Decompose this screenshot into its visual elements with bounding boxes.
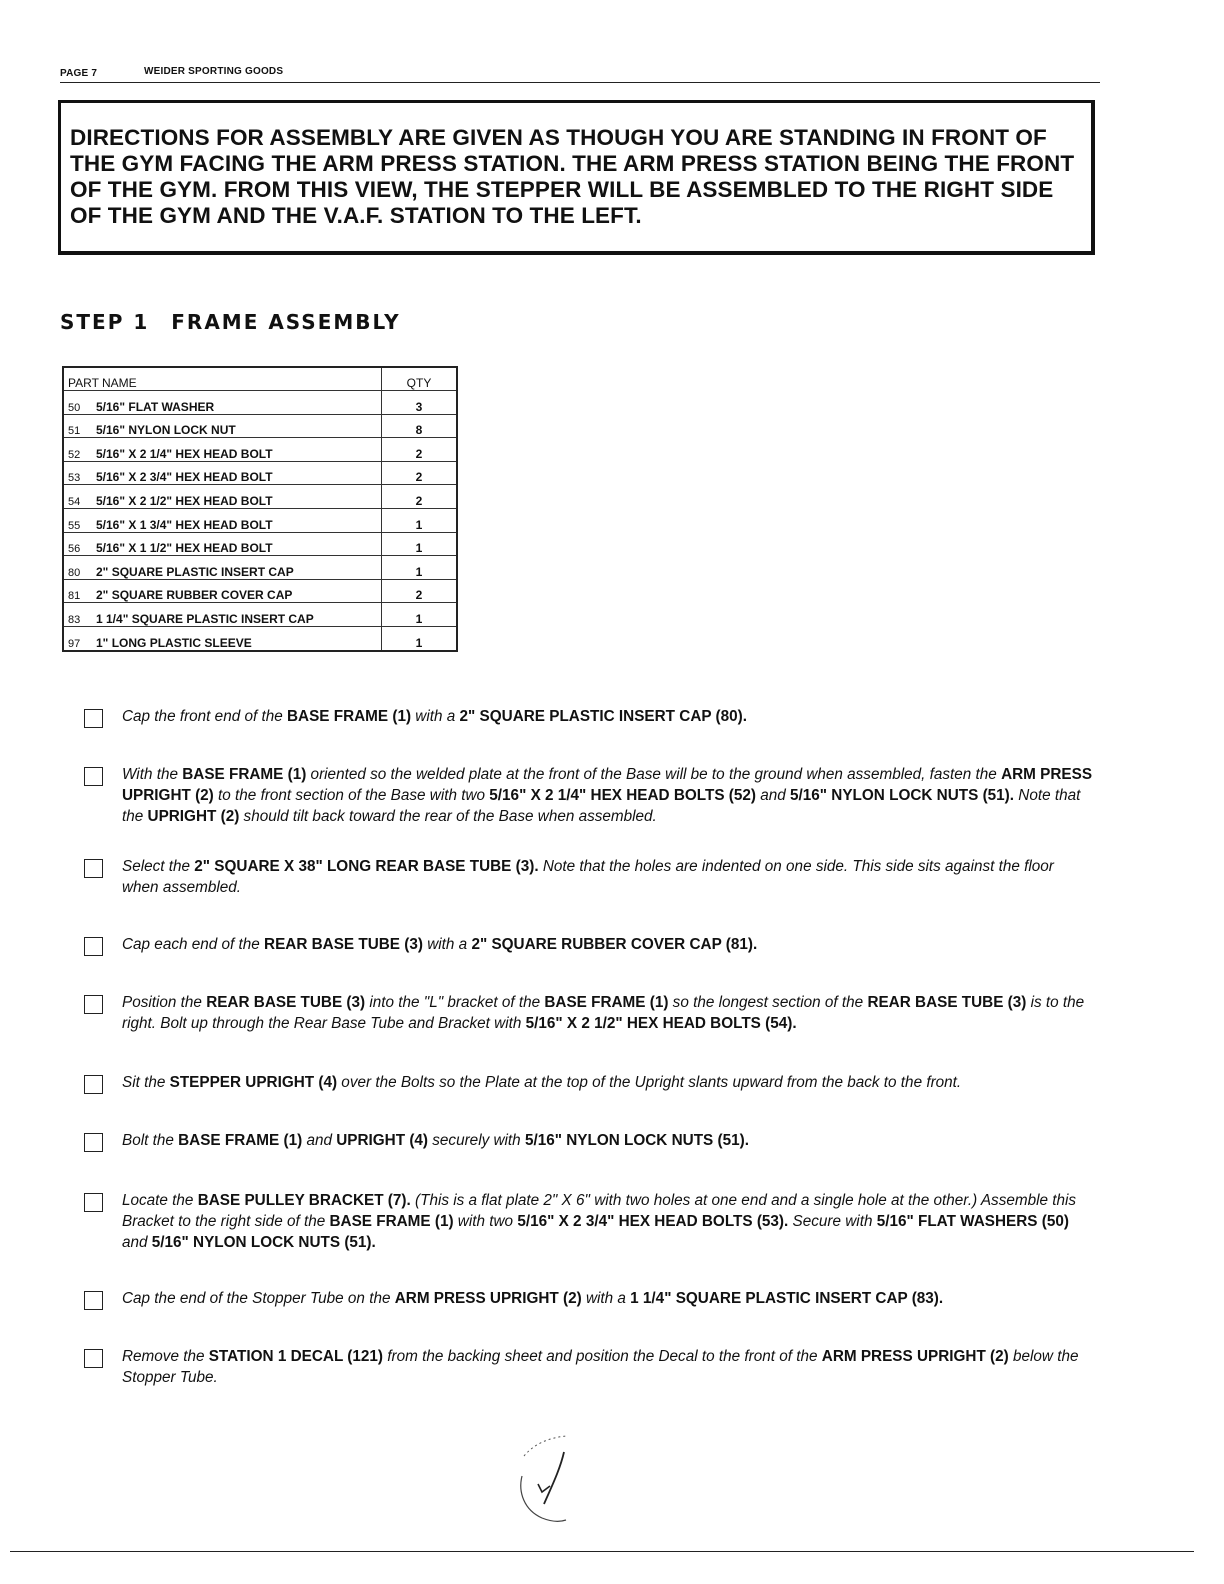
part-name: 5/16" FLAT WASHER xyxy=(96,399,215,414)
part-qty: 1 xyxy=(382,603,458,627)
instruction-checkbox[interactable] xyxy=(84,1193,103,1212)
instruction-phrase: Remove the xyxy=(122,1348,209,1365)
instruction-phrase: over the Bolts so the Plate at the top of the Upright slants upward from the back to the front. xyxy=(337,1074,962,1091)
instruction-text xyxy=(122,934,1094,955)
part-reference: STATION 1 DECAL (121) xyxy=(208,1348,383,1365)
part-name: 5/16" NYLON LOCK NUT xyxy=(96,423,236,438)
part-reference: 5/16" FLAT WASHERS (50) xyxy=(876,1213,1069,1230)
parts-table-header xyxy=(63,367,457,391)
instruction-phrase: Cap each end of the xyxy=(122,936,265,953)
part-qty: 3 xyxy=(382,391,458,415)
part-number: 97 xyxy=(68,637,81,650)
instruction-phrase: and xyxy=(302,1132,337,1149)
parts-table xyxy=(62,366,458,652)
part-name: 5/16" X 2 1/4" HEX HEAD BOLT xyxy=(96,446,273,461)
instruction-phrase: is to the right. Bolt up through the Rear Base Tube and Bracket with xyxy=(122,994,1085,1032)
instruction-phrase: below the Stopper Tube. xyxy=(122,1348,1079,1386)
part-name-cell xyxy=(63,391,382,415)
instruction-checkbox[interactable] xyxy=(84,1291,103,1310)
instruction-checkbox[interactable] xyxy=(84,1075,103,1094)
instruction-phrase: with a xyxy=(411,708,460,725)
parts-row xyxy=(63,391,457,415)
instruction-phrase: and xyxy=(756,787,791,804)
part-reference: 5/16" NYLON LOCK NUTS (51). xyxy=(524,1132,749,1149)
part-reference: ARM PRESS UPRIGHT (2) xyxy=(821,1348,1009,1365)
step-label: STEP 1 xyxy=(60,310,150,334)
part-name-cell xyxy=(63,461,382,485)
part-reference: 2" SQUARE RUBBER COVER CAP (81). xyxy=(471,936,758,953)
part-reference: BASE FRAME (1) xyxy=(286,708,412,725)
part-reference: 2" SQUARE X 38" LONG REAR BASE TUBE (3). xyxy=(194,858,539,875)
part-reference: BASE FRAME (1) xyxy=(178,1132,303,1149)
instruction-phrase: securely with xyxy=(428,1132,525,1149)
instruction-phrase: Position the xyxy=(122,994,207,1011)
instruction-phrase: with a xyxy=(581,1290,631,1307)
part-reference: 5/16" X 2 3/4" HEX HEAD BOLTS (53). xyxy=(517,1213,789,1230)
instruction-phrase: With the xyxy=(122,766,183,783)
instruction-phrase: Cap the end of the Stopper Tube on the xyxy=(122,1290,395,1307)
parts-row xyxy=(63,603,457,627)
instruction-checkbox[interactable] xyxy=(84,1349,103,1368)
part-number: 50 xyxy=(68,401,81,414)
part-name-cell xyxy=(63,626,382,650)
instruction-text xyxy=(122,1072,1094,1093)
part-reference: BASE FRAME (1) xyxy=(544,994,669,1011)
instruction-phrase: Bolt the xyxy=(122,1132,179,1149)
instruction-text xyxy=(122,764,1094,827)
part-name: 5/16" X 1 3/4" HEX HEAD BOLT xyxy=(96,517,273,532)
parts-row xyxy=(63,414,457,438)
instruction-text xyxy=(122,1190,1094,1253)
instruction-checkbox[interactable] xyxy=(84,859,103,878)
part-name-cell xyxy=(63,414,382,438)
instruction-phrase: and xyxy=(122,1234,152,1251)
part-reference: 5/16" X 2 1/2" HEX HEAD BOLTS (54). xyxy=(525,1015,797,1032)
instruction-checkbox[interactable] xyxy=(84,767,103,786)
instruction-phrase: from the backing sheet and position the Decal to the front of the xyxy=(382,1348,822,1365)
part-qty: 1 xyxy=(382,508,458,532)
part-reference: 5/16" X 2 1/4" HEX HEAD BOLTS (52) xyxy=(489,787,756,804)
instruction-text xyxy=(122,706,1094,727)
instruction-text xyxy=(122,1346,1094,1388)
instruction-phrase: Note that the holes are indented on one side. This side sits against the floor when assembled. xyxy=(122,858,1054,896)
instruction-text xyxy=(122,1130,1094,1151)
part-reference: 5/16" NYLON LOCK NUTS (51). xyxy=(790,787,1015,804)
part-reference: 1 1/4" SQUARE PLASTIC INSERT CAP (83). xyxy=(630,1290,944,1307)
part-reference: REAR BASE TUBE (3) xyxy=(206,994,366,1011)
part-number: 81 xyxy=(68,590,81,603)
instruction-phrase: should tilt back toward the rear of the Base when assembled. xyxy=(239,808,657,825)
part-qty: 1 xyxy=(382,556,458,580)
assembly-notice-text: DIRECTIONS FOR ASSEMBLY ARE GIVEN AS THOUGH YOU ARE STANDING IN FRONT OF THE GYM FACING THE ARM PRESS STATION. THE ARM PRESS STATION BEING THE FRONT OF THE GYM. FROM THIS VIEW, THE STEPPER WILL BE ASSEMBLED TO THE RIGHT SIDE OF THE GYM AND THE V.A.F. STATION TO THE LEFT. xyxy=(70,125,1075,228)
parts-row xyxy=(63,485,457,509)
step-title: FRAME ASSEMBLY xyxy=(171,310,401,334)
part-name: 1" LONG PLASTIC SLEEVE xyxy=(96,635,252,650)
instruction-phrase: so the longest section of the xyxy=(668,994,868,1011)
part-qty: 1 xyxy=(382,532,458,556)
footer-rule xyxy=(10,1551,1194,1552)
part-number: 52 xyxy=(68,448,81,461)
part-qty: 2 xyxy=(382,461,458,485)
part-reference: UPRIGHT (2) xyxy=(147,808,240,825)
part-name-cell xyxy=(63,485,382,509)
part-name-cell xyxy=(63,438,382,462)
parts-row xyxy=(63,438,457,462)
part-name-cell xyxy=(63,556,382,580)
part-number: 80 xyxy=(68,566,81,579)
part-qty: 1 xyxy=(382,626,458,650)
instruction-phrase: Secure with xyxy=(788,1213,877,1230)
part-qty: 2 xyxy=(382,485,458,509)
handwritten-mark xyxy=(512,1418,602,1528)
page-header xyxy=(60,66,1100,83)
instruction-checkbox[interactable] xyxy=(84,937,103,956)
part-reference: ARM PRESS UPRIGHT (2) xyxy=(394,1290,582,1307)
part-reference: UPRIGHT (4) xyxy=(336,1132,429,1149)
part-name-cell xyxy=(63,508,382,532)
part-number: 54 xyxy=(68,495,81,508)
parts-row xyxy=(63,579,457,603)
part-reference: BASE FRAME (1) xyxy=(182,766,307,783)
part-number: 51 xyxy=(68,425,81,438)
assembly-notice-box xyxy=(58,100,1095,255)
part-reference: 2" SQUARE PLASTIC INSERT CAP (80). xyxy=(459,708,747,725)
part-name-header: PART NAME xyxy=(63,367,382,391)
instruction-text xyxy=(122,856,1094,898)
part-reference: ARM PRESS UPRIGHT (2) xyxy=(122,766,1093,804)
part-name: 5/16" X 2 1/2" HEX HEAD BOLT xyxy=(96,493,273,508)
instruction-phrase: with two xyxy=(453,1213,518,1230)
part-name: 2" SQUARE PLASTIC INSERT CAP xyxy=(96,564,294,579)
part-qty: 8 xyxy=(382,414,458,438)
parts-row xyxy=(63,508,457,532)
instruction-phrase: Select the xyxy=(122,858,195,875)
parts-row xyxy=(63,556,457,580)
part-name: 5/16" X 2 3/4" HEX HEAD BOLT xyxy=(96,470,273,485)
part-name: 5/16" X 1 1/2" HEX HEAD BOLT xyxy=(96,541,273,556)
instruction-phrase: Note that the xyxy=(122,787,1081,825)
part-qty: 2 xyxy=(382,579,458,603)
parts-row xyxy=(63,461,457,485)
part-name: 1 1/4" SQUARE PLASTIC INSERT CAP xyxy=(96,611,314,626)
instruction-phrase: Sit the xyxy=(122,1074,170,1091)
step-heading xyxy=(60,310,401,334)
part-name-cell xyxy=(63,603,382,627)
part-number: 56 xyxy=(68,543,81,556)
part-number: 83 xyxy=(68,613,81,626)
part-reference: REAR BASE TUBE (3) xyxy=(264,936,423,953)
part-reference: 5/16" NYLON LOCK NUTS (51). xyxy=(151,1234,376,1251)
qty-header: QTY xyxy=(382,367,458,391)
part-qty: 2 xyxy=(382,438,458,462)
instruction-phrase: Cap the front end of the xyxy=(122,708,287,725)
company-name: WEIDER SPORTING GOODS xyxy=(144,66,284,77)
instruction-text xyxy=(122,1288,1094,1309)
instruction-phrase: (This is a flat plate 2" X 6" with two holes at one end and a single hole at the other.) Assemble this Bracket to the right side of the xyxy=(122,1192,1077,1230)
part-name-cell xyxy=(63,532,382,556)
part-reference: BASE FRAME (1) xyxy=(329,1213,454,1230)
instruction-phrase: to the front section of the Base with two xyxy=(213,787,490,804)
part-number: 53 xyxy=(68,472,81,485)
instruction-checkbox[interactable] xyxy=(84,709,103,728)
instruction-phrase: Locate the xyxy=(122,1192,198,1209)
instruction-text xyxy=(122,992,1094,1034)
instruction-phrase: oriented so the welded plate at the front of the Base will be to the ground when assembled, fasten the xyxy=(306,766,1002,783)
instruction-phrase: into the "L" bracket of the xyxy=(365,994,545,1011)
part-reference: REAR BASE TUBE (3) xyxy=(867,994,1027,1011)
part-reference: STEPPER UPRIGHT (4) xyxy=(169,1074,338,1091)
instruction-checkbox[interactable] xyxy=(84,1133,103,1152)
part-name: 2" SQUARE RUBBER COVER CAP xyxy=(96,588,293,603)
part-reference: BASE PULLEY BRACKET (7). xyxy=(197,1192,411,1209)
page-number: PAGE 7 xyxy=(60,68,98,79)
part-name-cell xyxy=(63,579,382,603)
instruction-checkbox[interactable] xyxy=(84,995,103,1014)
part-number: 55 xyxy=(68,519,81,532)
instruction-phrase: with a xyxy=(422,936,472,953)
parts-row xyxy=(63,532,457,556)
parts-row xyxy=(63,626,457,650)
